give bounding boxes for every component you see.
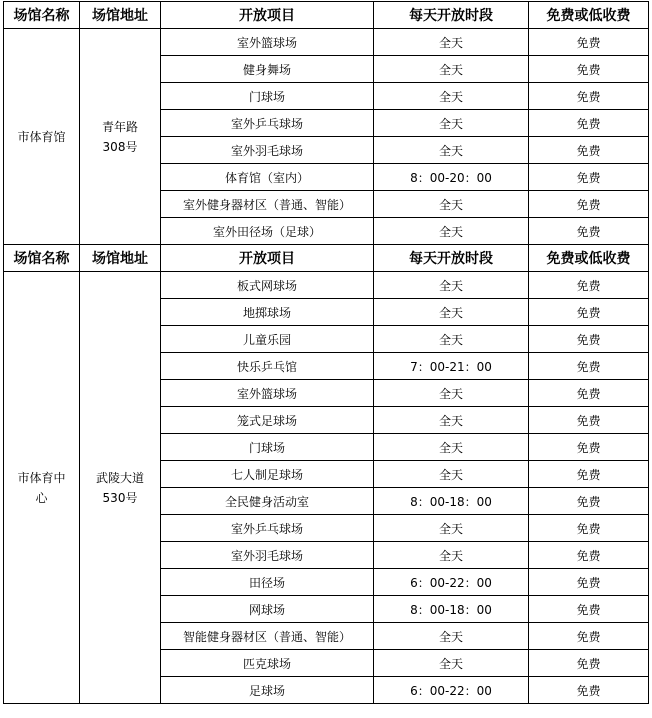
daily-hours-cell: 全天 [374,650,529,677]
open-item-cell: 快乐乒乓馆 [161,353,374,380]
daily-hours-cell: 7：00-21：00 [374,353,529,380]
fee-cell: 免费 [529,83,649,110]
fee-cell: 免费 [529,677,649,704]
open-item-cell: 室外乒乓球场 [161,110,374,137]
daily-hours-cell: 全天 [374,191,529,218]
fee-cell: 免费 [529,218,649,245]
daily-hours-cell: 全天 [374,299,529,326]
venue-address: 武陵大道 530号 [95,470,144,505]
venue-table [3,1,649,704]
daily-hours-cell: 全天 [374,110,529,137]
daily-hours-cell: 全天 [374,623,529,650]
venue-name: 市体育馆 [17,129,66,144]
table-row [4,272,649,299]
open-item-cell: 智能健身器材区（普通、智能） [161,623,374,650]
daily-hours-cell: 8：00-18：00 [374,596,529,623]
header-open-items: 开放项目 [161,245,374,272]
header-daily-hours: 每天开放时段 [374,245,529,272]
header-venue-name: 场馆名称 [4,2,80,29]
fee-cell: 免费 [529,407,649,434]
fee-cell: 免费 [529,650,649,677]
open-item-cell: 门球场 [161,434,374,461]
daily-hours-cell: 全天 [374,380,529,407]
open-item-cell: 足球场 [161,677,374,704]
fee-cell: 免费 [529,569,649,596]
daily-hours-cell: 全天 [374,515,529,542]
venue-name: 市体育中心 [17,470,66,505]
header-row [4,2,649,29]
venue-table-body [4,2,649,704]
header-venue-address: 场馆地址 [80,2,161,29]
open-item-cell: 室外田径场（足球） [161,218,374,245]
fee-cell: 免费 [529,623,649,650]
open-item-cell: 健身舞场 [161,56,374,83]
fee-cell: 免费 [529,110,649,137]
fee-cell: 免费 [529,596,649,623]
venue-address: 青年路 308号 [101,119,138,154]
fee-cell: 免费 [529,164,649,191]
fee-cell: 免费 [529,56,649,83]
fee-cell: 免费 [529,326,649,353]
fee-cell: 免费 [529,353,649,380]
venue-name-cell [4,272,80,704]
open-item-cell: 室外健身器材区（普通、智能） [161,191,374,218]
daily-hours-cell: 全天 [374,137,529,164]
fee-cell: 免费 [529,488,649,515]
open-item-cell: 室外篮球场 [161,29,374,56]
header-fee: 免费或低收费 [529,245,649,272]
open-item-cell: 室外乒乓球场 [161,515,374,542]
fee-cell: 免费 [529,29,649,56]
open-item-cell: 室外羽毛球场 [161,137,374,164]
fee-cell: 免费 [529,272,649,299]
fee-cell: 免费 [529,461,649,488]
open-item-cell: 体育馆（室内） [161,164,374,191]
fee-cell: 免费 [529,299,649,326]
daily-hours-cell: 全天 [374,56,529,83]
daily-hours-cell: 全天 [374,272,529,299]
daily-hours-cell: 全天 [374,461,529,488]
open-item-cell: 地掷球场 [161,299,374,326]
daily-hours-cell: 8：00-18：00 [374,488,529,515]
open-item-cell: 板式网球场 [161,272,374,299]
venue-address-cell [80,272,161,704]
fee-cell: 免费 [529,434,649,461]
daily-hours-cell: 全天 [374,326,529,353]
open-item-cell: 全民健身活动室 [161,488,374,515]
fee-cell: 免费 [529,191,649,218]
daily-hours-cell: 全天 [374,434,529,461]
venue-address-cell [80,29,161,245]
daily-hours-cell: 6：00-22：00 [374,677,529,704]
daily-hours-cell: 8：00-20：00 [374,164,529,191]
daily-hours-cell: 全天 [374,407,529,434]
table-row [4,29,649,56]
header-venue-address: 场馆地址 [80,245,161,272]
header-row [4,245,649,272]
header-open-items: 开放项目 [161,2,374,29]
header-fee: 免费或低收费 [529,2,649,29]
open-item-cell: 笼式足球场 [161,407,374,434]
open-item-cell: 门球场 [161,83,374,110]
fee-cell: 免费 [529,542,649,569]
open-item-cell: 七人制足球场 [161,461,374,488]
open-item-cell: 室外羽毛球场 [161,542,374,569]
open-item-cell: 匹克球场 [161,650,374,677]
header-venue-name: 场馆名称 [4,245,80,272]
daily-hours-cell: 全天 [374,83,529,110]
daily-hours-cell: 全天 [374,218,529,245]
open-item-cell: 网球场 [161,596,374,623]
header-daily-hours: 每天开放时段 [374,2,529,29]
daily-hours-cell: 全天 [374,542,529,569]
fee-cell: 免费 [529,515,649,542]
daily-hours-cell: 全天 [374,29,529,56]
venue-name-cell [4,29,80,245]
open-item-cell: 室外篮球场 [161,380,374,407]
daily-hours-cell: 6：00-22：00 [374,569,529,596]
fee-cell: 免费 [529,380,649,407]
open-item-cell: 儿童乐园 [161,326,374,353]
open-item-cell: 田径场 [161,569,374,596]
fee-cell: 免费 [529,137,649,164]
